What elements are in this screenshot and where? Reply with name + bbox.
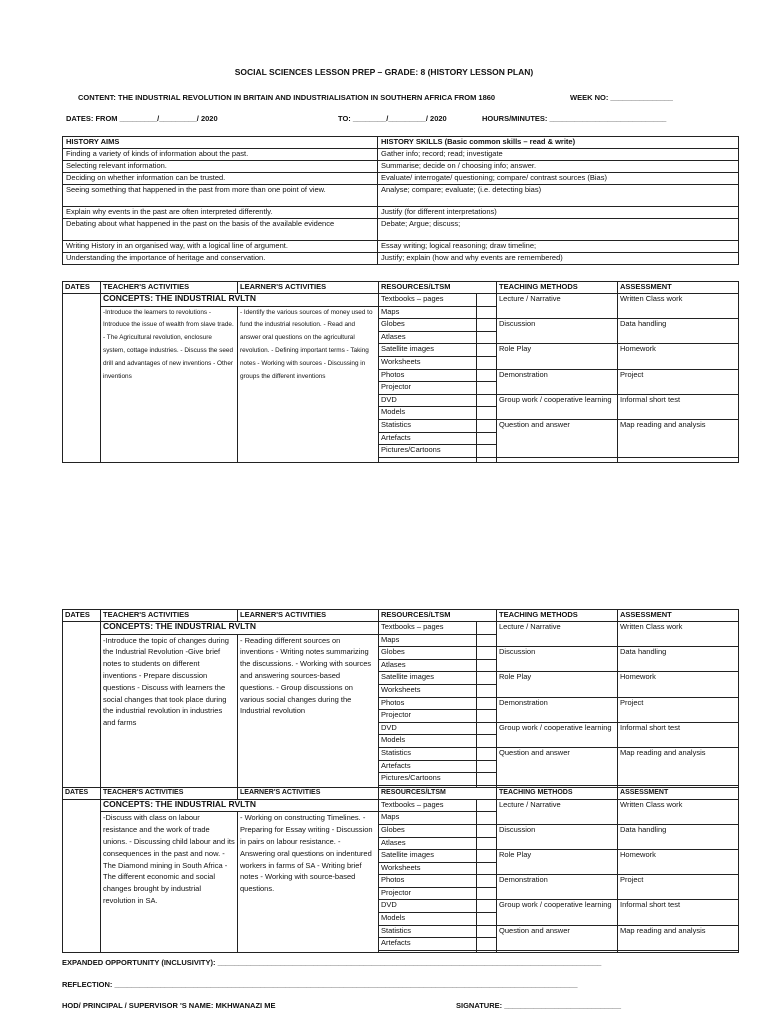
resource-checkbox[interactable] [477, 900, 497, 913]
assessment-item: Data handling [618, 319, 739, 344]
table-row [63, 173, 739, 185]
teaching-method: Demonstration [497, 875, 618, 900]
resource-checkbox[interactable] [477, 432, 497, 445]
hours-minutes: HOURS/MINUTES: ____________________________ [482, 114, 667, 123]
concept-title: CONCEPTS: THE INDUSTRIAL RVLTN [101, 294, 379, 307]
plan-header-row [63, 282, 739, 294]
resource-checkbox[interactable] [477, 925, 497, 938]
resource-checkbox[interactable] [477, 647, 497, 660]
teaching-method: Question and answer [497, 747, 618, 785]
resource-checkbox[interactable] [477, 622, 497, 635]
concept-title: CONCEPTS: THE INDUSTRIAL RVLTN [101, 622, 379, 635]
assessment-item [618, 457, 739, 462]
resource-checkbox[interactable] [477, 672, 497, 685]
resource-item: Models [379, 407, 477, 420]
resources-header: RESOURCES/LTSM [379, 787, 497, 799]
resource-item: Artefacts [379, 938, 477, 951]
resource-item: Projector [379, 887, 477, 900]
table-row [63, 219, 739, 241]
resource-item: Satellite images [379, 344, 477, 357]
resource-checkbox[interactable] [477, 773, 497, 786]
resource-item: DVD [379, 900, 477, 913]
assessment-item [618, 950, 739, 952]
teaching-method: Group work / cooperative learning [497, 394, 618, 419]
resource-item: Models [379, 913, 477, 926]
resource-item: Worksheets [379, 356, 477, 369]
concept-title: CONCEPTS: THE INDUSTRIAL RVLTN [101, 799, 379, 812]
dates-cell[interactable] [63, 799, 101, 952]
assessment-item: Project [618, 875, 739, 900]
teacher-activities: -Introduce the learners to revolutions - Introduce the issue of wealth from slave trade. - The Agricultural revolution, enclosure system, cottage industries. - Discuss the seed drill and advantages of new inventions - Other inventions [101, 306, 238, 462]
teaching-method: Demonstration [497, 369, 618, 394]
skill-cell: Gather info; record; read; investigate [378, 149, 739, 161]
learner-activities: - Working on constructing Timelines. - Preparing for Essay writing - Discussion in pairs on labour resistance. - Answering oral questions on indentured workers in farms of SA - Writing brief notes - Working with source-based questions. [238, 812, 379, 953]
assessment-item: Data handling [618, 647, 739, 672]
skill-cell: Summarise; decide on / choosing info; answer. [378, 161, 739, 173]
resource-item: Atlases [379, 659, 477, 672]
page-title: SOCIAL SCIENCES LESSON PREP – GRADE: 8 (HISTORY LESSON PLAN) [234, 67, 534, 77]
dates-header: DATES [63, 282, 101, 294]
resource-item: Pictures/Cartoons [379, 773, 477, 786]
resource-item: Projector [379, 382, 477, 395]
teaching-method: Discussion [497, 319, 618, 344]
lesson-plan-table-1 [62, 281, 739, 463]
resource-checkbox[interactable] [477, 824, 497, 837]
resource-item: DVD [379, 722, 477, 735]
teaching-method: Lecture / Narrative [497, 294, 618, 319]
assessment-item: Homework [618, 672, 739, 697]
assessment-item: Map reading and analysis [618, 747, 739, 785]
resource-checkbox[interactable] [477, 913, 497, 926]
resource-item: Pictures/Cartoons [379, 445, 477, 458]
resource-item: Satellite images [379, 850, 477, 863]
aims-skills-table [62, 136, 739, 265]
teaching-method: Lecture / Narrative [497, 622, 618, 647]
table-row [63, 622, 739, 635]
resource-item: Maps [379, 306, 477, 319]
assessment-item: Informal short test [618, 900, 739, 925]
resource-item: Maps [379, 812, 477, 825]
skill-cell: Evaluate/ interrogate/ questioning; compare/ contrast sources (Bias) [378, 173, 739, 185]
content-line: CONTENT: THE INDUSTRIAL REVOLUTION IN BRITAIN AND INDUSTRIALISATION IN SOUTHERN AFRICA FROM 1860 [78, 93, 496, 102]
resource-checkbox[interactable] [477, 735, 497, 748]
aim-cell: Finding a variety of kinds of information about the past. [63, 149, 378, 161]
reflection: REFLECTION: _______________________________________________________________________________________________________________ [62, 980, 578, 989]
resource-item: Artefacts [379, 760, 477, 773]
teaching-method: Group work / cooperative learning [497, 900, 618, 925]
resources-header: RESOURCES/LTSM [379, 610, 497, 622]
table-row [63, 207, 739, 219]
expanded-opportunity: EXPANDED OPPORTUNITY (INCLUSIVITY): ____________________________________________________________________________________________ [62, 958, 602, 967]
resource-item: Textbooks – pages [379, 622, 477, 635]
teacher-header: TEACHER'S ACTIVITIES [101, 610, 238, 622]
resource-item: Models [379, 735, 477, 748]
lesson-plan-table-2 [62, 609, 739, 953]
resource-item [379, 457, 477, 462]
resource-item: Globes [379, 319, 477, 332]
assessment-header: ASSESSMENT [618, 610, 739, 622]
resource-checkbox[interactable] [477, 659, 497, 672]
resource-checkbox[interactable] [477, 382, 497, 395]
dates-to: TO: ________/_________/ 2020 [338, 114, 447, 123]
resource-item [379, 950, 477, 952]
resource-checkbox[interactable] [477, 799, 497, 812]
resource-item: Maps [379, 634, 477, 647]
dates-cell[interactable] [63, 622, 101, 788]
resource-checkbox[interactable] [477, 760, 497, 773]
resource-checkbox[interactable] [477, 837, 497, 850]
aim-cell: Understanding the importance of heritage and conservation. [63, 253, 378, 265]
table-row [63, 799, 739, 812]
teacher-activities: -Discuss with class on labour resistance and the work of trade unions. - Discussing child labour and its consequences in the past and now. - The Diamond mining in South Africa - The different economic and social changes brought by industrial revolution in SA. [101, 812, 238, 953]
learner-activities: - Identify the various sources of money used to fund the industrial resolution. - Read and answer oral questions on the agricultural revolution. - Defining important terms - Taking notes - Working with sources - Discussing in groups the different inventions [238, 306, 379, 462]
teaching-method: Question and answer [497, 925, 618, 950]
table-row [63, 185, 739, 207]
resource-checkbox[interactable] [477, 294, 497, 307]
teaching-method: Group work / cooperative learning [497, 722, 618, 747]
resource-checkbox[interactable] [477, 344, 497, 357]
teaching-method: Discussion [497, 647, 618, 672]
assessment-item: Informal short test [618, 394, 739, 419]
teaching-method [497, 457, 618, 462]
aim-cell: Selecting relevant information. [63, 161, 378, 173]
resource-item: Projector [379, 710, 477, 723]
teacher-header: TEACHER'S ACTIVITIES [101, 787, 238, 799]
teaching-method: Discussion [497, 824, 618, 849]
resource-item: Worksheets [379, 862, 477, 875]
dates-header: DATES [63, 787, 101, 799]
resource-checkbox[interactable] [477, 445, 497, 458]
assessment-item: Data handling [618, 824, 739, 849]
resource-item: Statistics [379, 747, 477, 760]
plan-header-row [63, 787, 739, 799]
aim-cell: Seeing something that happened in the past from more than one point of view. [63, 185, 378, 207]
assessment-item: Map reading and analysis [618, 419, 739, 457]
assessment-item: Written Class work [618, 622, 739, 647]
teaching-method: Demonstration [497, 697, 618, 722]
methods-header: TEACHING METHODS [497, 282, 618, 294]
aim-cell: Writing History in an organised way, with a logical line of argument. [63, 241, 378, 253]
learner-header: LEARNER'S ACTIVITIES [238, 282, 379, 294]
table-row [63, 253, 739, 265]
resource-checkbox[interactable] [477, 697, 497, 710]
aim-cell: Deciding on whether information can be trusted. [63, 173, 378, 185]
aim-cell: Explain why events in the past are often interpreted differently. [63, 207, 378, 219]
table-row [63, 294, 739, 307]
resource-item: Statistics [379, 925, 477, 938]
resource-item: Atlases [379, 837, 477, 850]
learner-activities: - Reading different sources on inventions - Writing notes summarizing the discussions. - Working with sources and answering sources-based questions. - Group discussions on various social changes during the Industrial revolution [238, 634, 379, 787]
resource-checkbox[interactable] [477, 862, 497, 875]
plan-header-row [63, 610, 739, 622]
resource-item: Atlases [379, 331, 477, 344]
aims-header-row [63, 137, 739, 149]
assessment-item: Project [618, 697, 739, 722]
learner-header: LEARNER'S ACTIVITIES [238, 787, 379, 799]
table-row [63, 161, 739, 173]
resource-item: Artefacts [379, 432, 477, 445]
methods-header: TEACHING METHODS [497, 610, 618, 622]
resource-item: Globes [379, 647, 477, 660]
resource-checkbox[interactable] [477, 306, 497, 319]
teaching-method: Role Play [497, 672, 618, 697]
resource-checkbox[interactable] [477, 850, 497, 863]
table-row [63, 241, 739, 253]
teaching-method: Role Play [497, 344, 618, 369]
week-no: WEEK NO: _______________ [570, 93, 673, 102]
resource-checkbox[interactable] [477, 319, 497, 332]
aim-cell: Debating about what happened in the past on the basis of the available evidence [63, 219, 378, 241]
resource-checkbox[interactable] [477, 710, 497, 723]
resource-checkbox[interactable] [477, 407, 497, 420]
resource-checkbox[interactable] [477, 747, 497, 760]
resource-checkbox[interactable] [477, 634, 497, 647]
resource-checkbox[interactable] [477, 684, 497, 697]
resource-checkbox[interactable] [477, 369, 497, 382]
assessment-item: Homework [618, 850, 739, 875]
teaching-method: Lecture / Narrative [497, 799, 618, 824]
resource-item: Photos [379, 697, 477, 710]
resource-item: Worksheets [379, 684, 477, 697]
dates-header: DATES [63, 610, 101, 622]
dates-from: DATES: FROM _________/_________/ 2020 [66, 114, 218, 123]
teaching-method: Question and answer [497, 419, 618, 457]
assessment-item: Map reading and analysis [618, 925, 739, 950]
learner-header: LEARNER'S ACTIVITIES [238, 610, 379, 622]
teaching-method [497, 950, 618, 952]
resource-checkbox[interactable] [477, 950, 497, 952]
resource-item: Globes [379, 824, 477, 837]
assessment-item: Homework [618, 344, 739, 369]
assessment-header: ASSESSMENT [618, 787, 739, 799]
methods-header: TEACHING METHODS [497, 787, 618, 799]
resource-item: Textbooks – pages [379, 799, 477, 812]
dates-cell[interactable] [63, 294, 101, 463]
table-row [63, 149, 739, 161]
resource-checkbox[interactable] [477, 812, 497, 825]
skills-header: HISTORY SKILLS (Basic common skills – read & write) [378, 137, 739, 149]
aims-header: HISTORY AIMS [63, 137, 378, 149]
skill-cell: Justify; explain (how and why events are remembered) [378, 253, 739, 265]
resources-header: RESOURCES/LTSM [379, 282, 497, 294]
teaching-method: Role Play [497, 850, 618, 875]
assessment-item: Written Class work [618, 294, 739, 319]
skill-cell: Essay writing; logical reasoning; draw timeline; [378, 241, 739, 253]
resource-checkbox[interactable] [477, 394, 497, 407]
resource-checkbox[interactable] [477, 875, 497, 888]
signature: SIGNATURE: ____________________________ [456, 1001, 621, 1010]
teacher-activities: -Introduce the topic of changes during the Industrial Revolution -Give brief notes to students on different inventions - Prepare discussion questions - Discuss with learners the social changes that took place during the industrial revolution in industries and farms [101, 634, 238, 787]
skill-cell: Debate; Argue; discuss; [378, 219, 739, 241]
hod-name: HOD/ PRINCIPAL / SUPERVISOR 'S NAME: MKHWANAZI ME [62, 1001, 276, 1010]
resource-item: DVD [379, 394, 477, 407]
resource-checkbox[interactable] [477, 938, 497, 951]
resource-item: Textbooks – pages [379, 294, 477, 307]
resource-checkbox[interactable] [477, 457, 497, 462]
resource-checkbox[interactable] [477, 419, 497, 432]
skill-cell: Justify (for different interpretations) [378, 207, 739, 219]
skill-cell: Analyse; compare; evaluate; (i.e. detecting bias) [378, 185, 739, 207]
resource-item: Photos [379, 875, 477, 888]
resource-checkbox[interactable] [477, 722, 497, 735]
resource-checkbox[interactable] [477, 887, 497, 900]
assessment-item: Project [618, 369, 739, 394]
teacher-header: TEACHER'S ACTIVITIES [101, 282, 238, 294]
resource-item: Satellite images [379, 672, 477, 685]
resource-checkbox[interactable] [477, 331, 497, 344]
assessment-item: Written Class work [618, 799, 739, 824]
resource-item: Statistics [379, 419, 477, 432]
resource-item: Photos [379, 369, 477, 382]
assessment-item: Informal short test [618, 722, 739, 747]
assessment-header: ASSESSMENT [618, 282, 739, 294]
resource-checkbox[interactable] [477, 356, 497, 369]
